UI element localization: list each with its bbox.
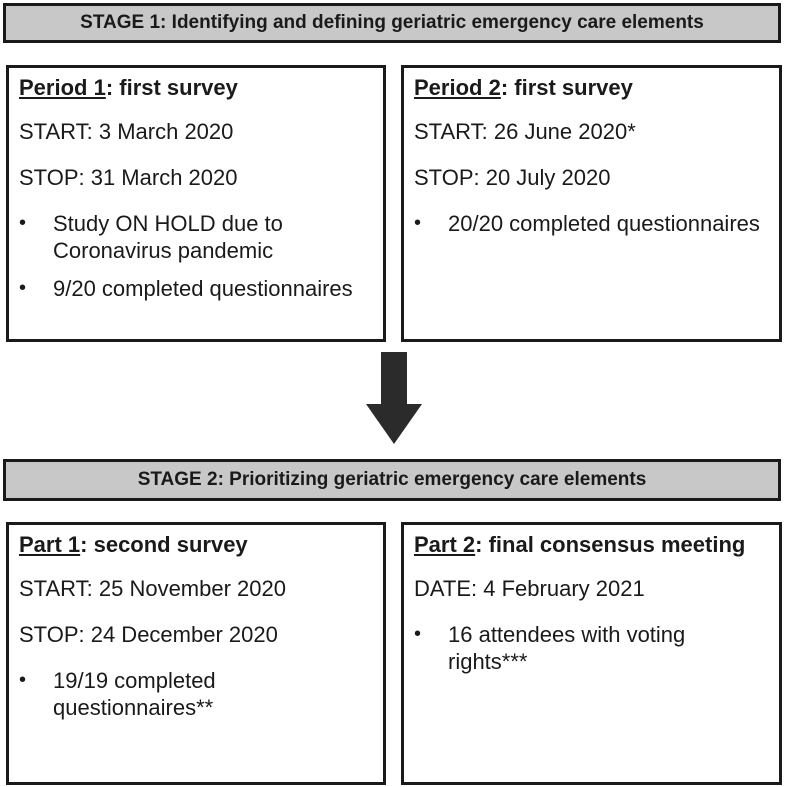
period2-start: START: 26 June 2020*	[414, 119, 636, 144]
part1-title	[19, 531, 373, 558]
period2-bullets	[414, 210, 769, 237]
period1-bullets	[19, 210, 373, 302]
list-item	[19, 667, 373, 721]
part1-title-rest: : second survey	[80, 532, 248, 557]
part1-stop: STOP: 24 December 2020	[19, 622, 278, 647]
period1-stop: STOP: 31 March 2020	[19, 165, 238, 190]
period2-title-rest: : first survey	[500, 75, 633, 100]
stage1-title: STAGE 1: Identifying and defining geriatric emergency care elements	[80, 12, 704, 33]
part2-bullet-text: 16 attendees with voting rights***	[448, 622, 686, 674]
part2-date: DATE: 4 February 2021	[414, 576, 645, 601]
part1-start: START: 25 November 2020	[19, 576, 286, 601]
part2-title-label: Part 2	[414, 532, 476, 557]
period2-title	[414, 74, 769, 101]
part1-title-label: Part 1	[19, 532, 81, 557]
part2-box	[401, 522, 782, 785]
period2-stop: STOP: 20 July 2020	[414, 165, 611, 190]
list-item	[19, 275, 373, 302]
bullet-icon: •	[19, 669, 27, 691]
list-item	[19, 210, 373, 264]
down-arrow-icon	[366, 352, 422, 444]
period1-start: START: 3 March 2020	[19, 119, 234, 144]
period2-title-label: Period 2	[414, 75, 501, 100]
bullet-icon: •	[19, 212, 27, 234]
period1-title	[19, 74, 373, 101]
part2-title	[414, 531, 769, 558]
down-arrow-shape	[366, 352, 422, 444]
part1-box	[6, 522, 386, 785]
period2-bullet-text: 20/20 completed questionnaires	[448, 211, 760, 236]
list-item	[414, 621, 769, 675]
period1-bullet-text: 9/20 completed questionnaires	[53, 276, 353, 301]
period1-bullet-text: Study ON HOLD due to Coronavirus pandemic	[53, 211, 283, 263]
list-item	[414, 210, 769, 237]
bullet-icon: •	[19, 277, 27, 299]
bullet-icon: •	[414, 623, 422, 645]
period1-title-label: Period 1	[19, 75, 106, 100]
stage1-header	[3, 3, 781, 43]
stage2-title: STAGE 2: Prioritizing geriatric emergency care elements	[137, 469, 647, 490]
period1-box	[6, 65, 386, 342]
bullet-icon: •	[414, 212, 422, 234]
part2-title-rest: : final consensus meeting	[475, 532, 746, 557]
part1-bullet-text: 19/19 completed questionnaires**	[53, 668, 216, 720]
period2-box	[401, 65, 782, 342]
part1-bullets	[19, 667, 373, 721]
period1-title-rest: : first survey	[105, 75, 238, 100]
part2-bullets	[414, 621, 769, 675]
stage2-header	[3, 459, 781, 501]
